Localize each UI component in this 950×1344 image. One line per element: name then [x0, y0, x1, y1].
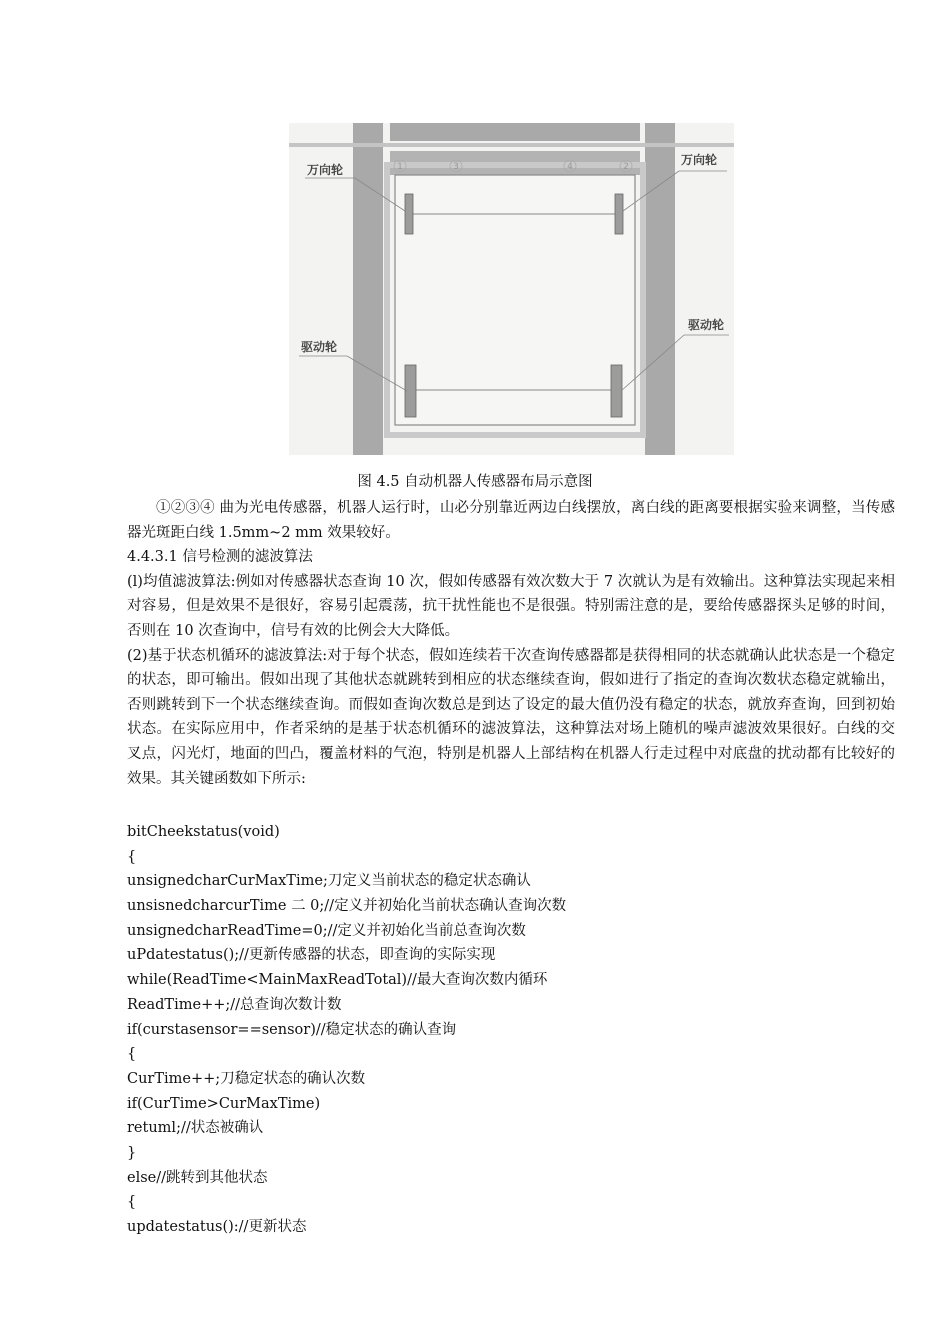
robot-chassis	[395, 175, 635, 425]
code-line: if(CurTime>CurMaxTime)	[127, 1095, 321, 1112]
code-line: uPdatestatus();//更新传感器的状态，即查询的实际实现	[127, 947, 496, 964]
paragraph-mean-filter: (l)均值滤波算法:例如对传感器状态查询 10 次，假如传感器有效次数大于 7 次就认为是有效输出。这种算法实现起来相对容易，但是效果不是很好，容易引起震荡，抗干扰性能也不是很强。特别需注意的是，要给传感器探头足够的时间，否则在 10 次查询中，信号有效的比例会大大降低。	[127, 573, 895, 639]
code-line: {	[127, 1046, 137, 1063]
code-line: ReadTime++;//总查询次数计数	[127, 996, 342, 1013]
code-line: else//跳转到其他状态	[127, 1169, 268, 1186]
code-line: unsisnedcharcurTime 二 0;//定义并初始化当前状态确认查询次数	[127, 898, 567, 915]
code-line: {	[127, 1194, 137, 1211]
field-line-cross	[289, 143, 734, 147]
code-line: CurTime++;刀稳定状态的确认次数	[127, 1070, 366, 1087]
sensor-layout-figure	[289, 123, 734, 455]
sensor-layout-diagram	[289, 123, 734, 455]
sensor-mark-1-label: 1	[397, 162, 403, 172]
field-line-right	[645, 123, 675, 455]
label-drive-right: 驱动轮	[688, 318, 725, 332]
caster-wheel-left	[405, 194, 413, 234]
label-drive-left: 驱动轮	[301, 340, 338, 354]
drive-wheel-right	[611, 365, 622, 417]
code-line: }	[127, 1144, 137, 1161]
body-text	[127, 496, 895, 791]
figure-caption: 图 4.5 自动机器人传感器布局示意图	[357, 474, 593, 490]
code-line: while(ReadTime<MainMaxReadTotal)//最大查询次数内循环	[127, 972, 548, 989]
label-caster-left: 万向轮	[307, 163, 344, 177]
section-heading: 4.4.3.1 信号检测的滤波算法	[127, 549, 313, 566]
code-line: unsignedcharReadTime=0;//定义并初始化当前总查询次数	[127, 922, 526, 939]
paragraph-sensors: ①②③④ 曲为光电传感器，机器人运行时，山必分别靠近两边白线摆放，离白线的距离要根据实验来调整，当传感器光斑距白线 1.5mm~2 mm 效果较好。	[127, 500, 895, 541]
caster-wheel-right	[615, 194, 623, 234]
code-listing	[127, 820, 895, 1240]
code-line: unsignedcharCurMaxTime;刀定义当前状态的稳定状态确认	[127, 873, 531, 890]
label-caster-right: 万向轮	[681, 153, 718, 167]
code-line: bitCheekstatus(void)	[127, 824, 280, 840]
field-line-left	[353, 123, 383, 455]
field-line-top	[390, 123, 640, 141]
sensor-mark-4-label: 4	[567, 162, 573, 172]
paragraph-state-machine-filter: (2)基于状态机循环的滤波算法:对于每个状态，假如连续若干次查询传感器都是获得相同的状态就确认此状态是一个稳定的状态，即可输出。假如出现了其他状态就跳转到相应的状态继续查询，假如进行了指定的查询次数状态稳定就输出，否则跳转到下一个状态继续查询。而假如查询次数总是到达了设定的最大值仍没有稳定的状态，就放弃查询，回到初始状态。在实际应用中，作者采纳的是基于状态机循环的滤波算法，这种算法对场上随机的噪声滤波效果很好。白线的交叉点，闪光灯，地面的凹凸，覆盖材料的气泡，特别是机器人上部结构在机器人行走过程中对底盘的扰动都有比较好的效果。其关键函数如下所示:	[127, 647, 895, 787]
sensor-mark-2-label: 2	[623, 162, 629, 172]
code-line: {	[127, 848, 137, 865]
code-line: retuml;//状态被确认	[127, 1120, 264, 1137]
code-line: if(curstasensor==sensor)//稳定状态的确认查询	[127, 1021, 457, 1038]
sensor-mark-3-label: 3	[453, 162, 459, 172]
code-line: updatestatus()://更新状态	[127, 1219, 307, 1235]
